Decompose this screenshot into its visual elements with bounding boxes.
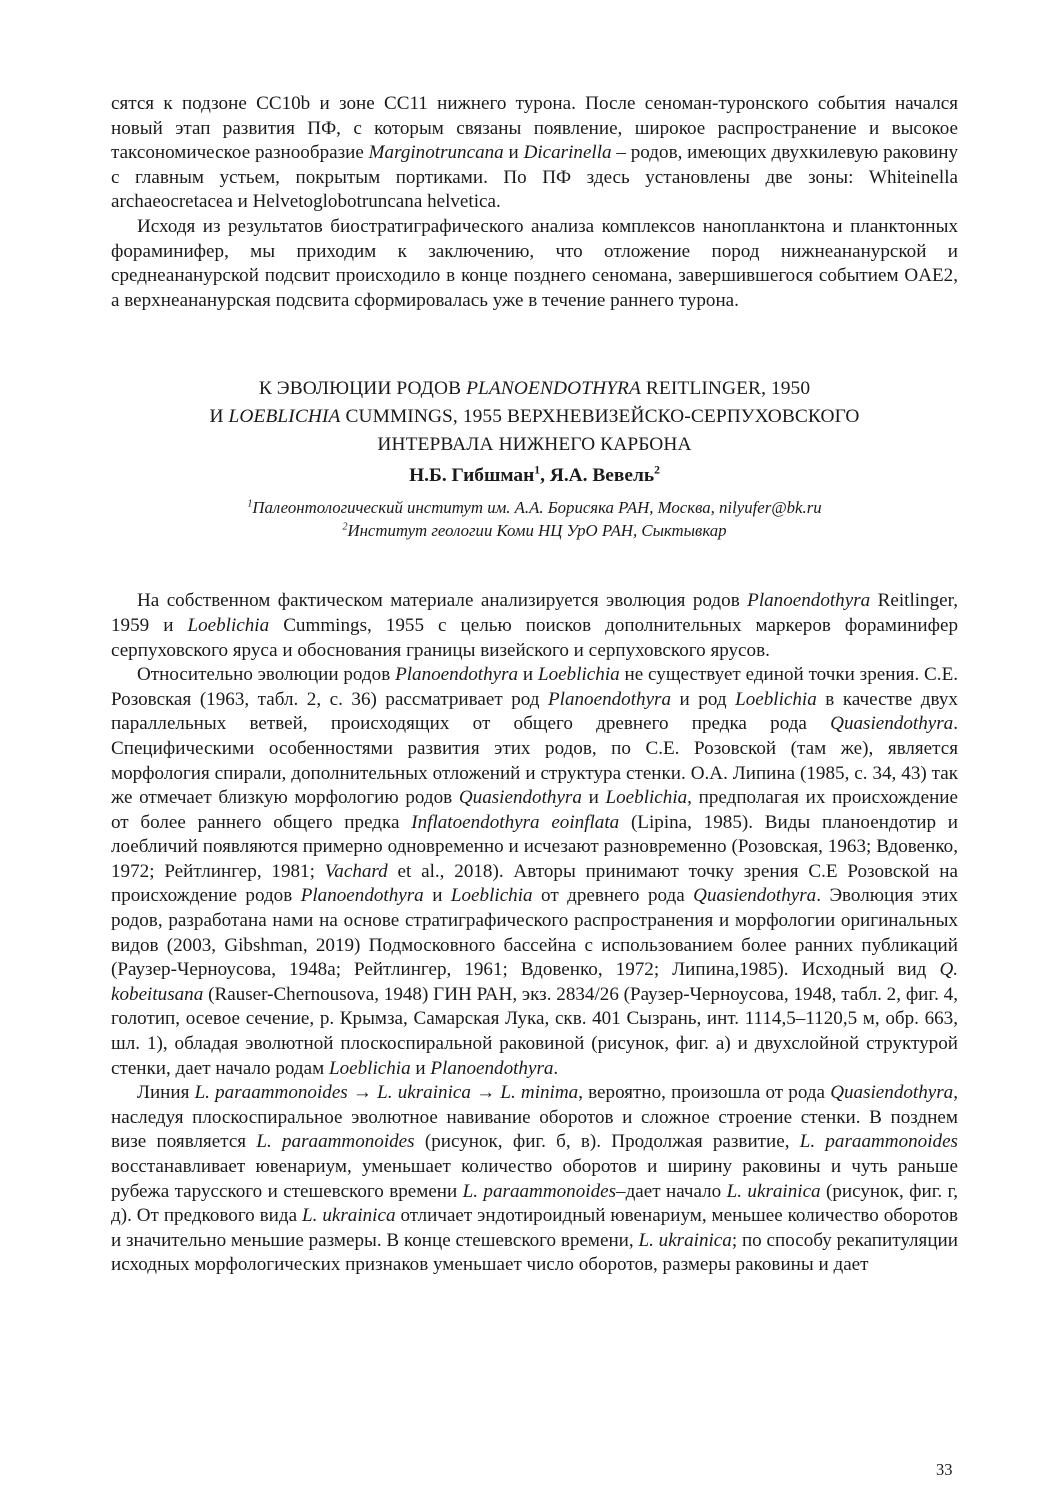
author-name: Н.Б. Гибшман (409, 465, 535, 487)
taxon-name: L. ukrainica (638, 1229, 732, 1251)
text-run: et al., 2018). Авторы принимают точку зрения С.Е Розовской на происхождение родов (111, 860, 959, 907)
taxon-name: Loeblichia (187, 614, 270, 636)
authors (111, 463, 958, 489)
text-run: Линия (137, 1082, 195, 1104)
text-run: восстанавливает ювенариум, уменьшает количество оборотов и ширину раковины и чуть раньше рубежа тарусского и стешевского времени (111, 1156, 958, 1202)
taxon-name: L. minima (500, 1082, 579, 1104)
title-run: REITLINGER, 1950 (640, 378, 811, 400)
title-genus: LOEBLICHIA (228, 406, 341, 428)
text-run: –дает начало (616, 1180, 727, 1202)
text-run: → (347, 1082, 378, 1104)
title-run: И (209, 406, 229, 428)
author-separator: , (540, 465, 550, 487)
taxon-name: Loeblichia (605, 787, 688, 809)
taxon-name: Quasiendothyra (830, 713, 954, 735)
text-run: , предполагая их происхождение от более раннего общего предка (111, 787, 959, 833)
body-paragraph-2 (111, 663, 958, 1081)
text-run: и (423, 885, 451, 907)
text-run: Cummings, 1955 с целью поисков дополнительных маркеров фораминифер серпуховского яруса и обоснования границы визейского и серпуховского ярусов. (111, 614, 959, 661)
text-run: Относительно эволюции родов (137, 664, 396, 686)
taxon-name: L. ukrainica (377, 1082, 471, 1104)
taxon-name: Planoendothyra (430, 1057, 554, 1079)
title-line-1 (111, 375, 958, 403)
text-run: от древнего рода (532, 885, 694, 907)
body-paragraph-3 (111, 1081, 958, 1278)
paragraph-prev-1 (111, 92, 958, 215)
text-run: . Специфическими особенностями развития этих родов, по С.Е. Розовской (там же), является морфология спирали, дополнительных отложений и структура стенки. О.А. Липина (1985, с. 34, 43) так же отмечает близкую морфологию родов (111, 713, 958, 809)
text-run: – родов, имеющих двухкилевую раковину с главным устьем, покрытым портиками. По ПФ здесь установлены две зоны: Whiteinella archaeocretacea и Helvetoglobotruncana helvetica. (111, 142, 959, 213)
affiliation-1 (111, 496, 958, 519)
taxon-name: Loeblichia (735, 688, 817, 710)
text-run: , вероятно, произошла от рода (578, 1082, 831, 1104)
author-italic: Vachard (324, 860, 388, 882)
taxon-name: Q. kobeitusana (111, 959, 958, 1005)
taxon-name: Planoendothyra (395, 664, 519, 686)
taxon-name: Loeblichia (538, 664, 620, 686)
taxon-name: Loeblichia (450, 885, 533, 907)
taxon-name: L. ukrainica (726, 1180, 821, 1202)
text-run: не существует единой точки зрения. С.Е. Розовская (1963, табл. 2, с. 36) рассматривает род (111, 664, 959, 710)
taxon-name: Planoendothyra (747, 590, 871, 612)
text-run: сятся к подзоне CC10b и зоне CC11 нижнего турона. После сеноман-туронского события начался новый этап развития ПФ, с которым связаны появление, широкое распространение и высокое таксономическое разнообразие (111, 93, 958, 164)
text-run: , наследуя плоскоспиральное эволютное навивание оборотов и сложное строение стенки. В позднем визе появляется (111, 1082, 959, 1153)
author-sup: 2 (654, 463, 660, 477)
text-run: (Rauser-Chernousova, 1948) ГИН РАН, экз. 2834/26 (Раузер-Черноусова, 1948, табл. 2, фиг. 4, голотип, осевое сечение, р. Крымза, Самарская Лука, скв. 401 Сызрань, инт. 1114,5–1120,5 м, обр. 663, шл. 1), обладая эволютной плоскоспиральной раковиной (рисунок, фиг. а) и двухслойной структурой стенки, дает начало родам (111, 983, 958, 1079)
affil-text: Палеонтологический институт им. А.А. Борисяка РАН, Москва, nilyufer@bk.ru (252, 498, 822, 518)
page-number: 33 (936, 1460, 953, 1479)
affil-sup: 2 (342, 521, 348, 533)
text-run: ; по способу рекапитуляции исходных морфологических признаков уменьшает число оборотов, размеры раковины и дает (111, 1229, 958, 1276)
text-run: (рисунок, фиг. б, в). Продолжая развитие, (414, 1131, 800, 1153)
taxon-name: L. paraammonoides (256, 1131, 415, 1153)
taxon-name: L. paraammonoides (462, 1180, 617, 1202)
text-run: в качестве двух параллельных ветвей, происходящих от общего древнего предка рода (111, 688, 958, 735)
text-run: Reitlinger, 1959 и (111, 590, 958, 636)
text-run: и (410, 1057, 431, 1079)
taxon-name: L. ukrainica (302, 1205, 396, 1227)
text-run: и (581, 787, 606, 809)
title-run: К ЭВОЛЮЦИИ РОДОВ (258, 378, 467, 400)
taxon-name: Quasiendothyra (830, 1082, 954, 1104)
text-run: . Эволюция этих родов, разработана нами на основе стратиграфического распространения и морфологии оригинальных видов (2003, Gibshman, 2019) Подмосковного бассейна с использованием более ранних публикаций (Раузер-Черноусова, 1948а; Рейтлингер, 1961; Вдовенко, 1972; Липина,1985). Исходный вид (111, 885, 959, 981)
taxon-name: Planoendothyra (300, 885, 424, 907)
text-run: отличает эндотироидный ювенариум, меньшее количество оборотов и значительно меньшие размеры. В конце стешевского времени, (111, 1205, 959, 1251)
text-run: (рисунок, фиг. г, д). От предкового вида (111, 1180, 958, 1227)
text-run: (Lipina, 1985). Виды планоендотир и лоебличий появляются примерно одновременно и исчезают разновременно (Розовская, 1963; Вдовенко, 1972; Рейтлингер, 1981; (111, 811, 958, 882)
affiliation-2 (111, 519, 958, 542)
text-run: и (503, 142, 524, 164)
author-name: Я.А. Вевель (549, 465, 655, 487)
taxon-name: Loeblichia (328, 1057, 411, 1079)
page-content (111, 92, 958, 1278)
title-genus: PLANOENDOTHYRA (466, 378, 641, 400)
taxon-name: Quasiendothyra (693, 885, 817, 907)
affiliations (111, 496, 958, 542)
body-paragraph-1 (111, 589, 958, 663)
title-line-2 (111, 403, 958, 431)
affil-sup: 1 (247, 498, 253, 510)
title-run: CUMMINGS, 1955 ВЕРХНЕВИЗЕЙСКО-СЕРПУХОВСКОГО (340, 406, 860, 428)
text-run: → (470, 1082, 501, 1104)
taxon-name: Planoendothyra (548, 688, 672, 710)
taxon-name: Marginotruncana (368, 142, 504, 164)
taxon-name: L. paraammonoides (194, 1082, 348, 1104)
text-run: . (553, 1057, 559, 1079)
article-title (111, 375, 958, 459)
taxon-name: Inflatoendothyra eoinflata (411, 811, 620, 833)
author-sup: 1 (534, 463, 541, 477)
text-run: и (518, 664, 538, 686)
paragraph-prev-2: Исходя из результатов биостратиграфического анализа комплексов нанопланктона и планктонных фораминифер, мы приходим к заключению, что отложение пород нижнеананурской и среднеананурской подсвит происходило в конце позднего сеномана, завершившегося событием OAE2, а верхнеананурская подсвита сформировалась уже в течение раннего турона. (111, 215, 958, 311)
title-line-3: ИНТЕРВАЛА НИЖНЕГО КАРБОНА (377, 434, 692, 456)
taxon-name: L. paraammonoides (799, 1131, 958, 1153)
text-run: и род (671, 688, 736, 710)
taxon-name: Dicarinella (523, 142, 612, 164)
taxon-name: Quasiendothyra (458, 787, 582, 809)
affil-text: Институт геологии Коми НЦ УрО РАН, Сыктывкар (347, 521, 727, 541)
text-run: На собственном фактическом материале анализируется эволюция родов (137, 590, 748, 612)
